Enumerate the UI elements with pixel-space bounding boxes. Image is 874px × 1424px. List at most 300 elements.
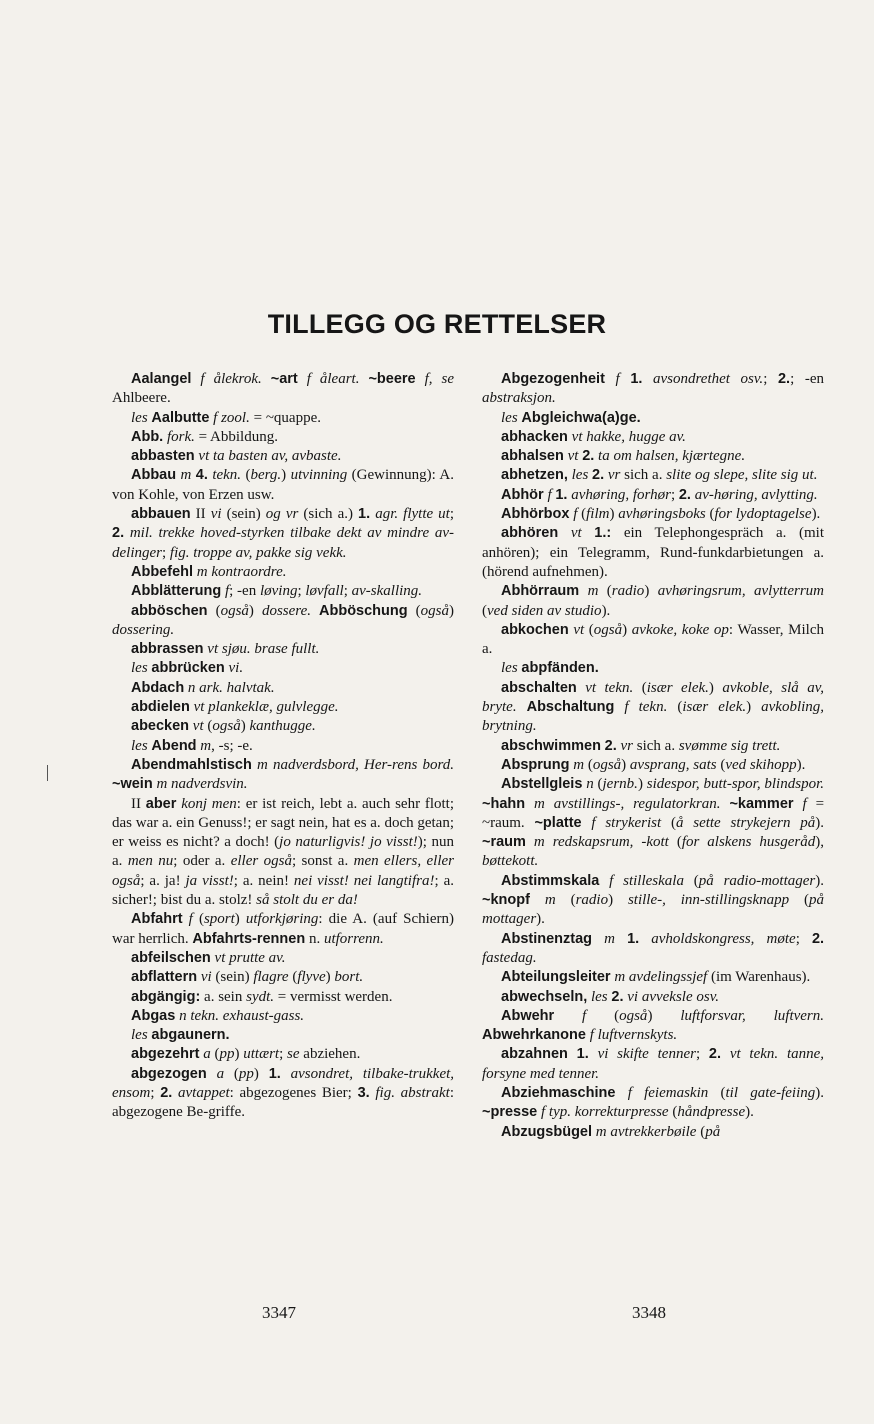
italic-text: m	[573, 756, 585, 773]
headword: abschalten	[501, 679, 577, 696]
headword: 2.	[811, 930, 825, 947]
headword: aber	[145, 795, 177, 812]
headword: 2.	[708, 1046, 722, 1063]
headword: Abbefehl	[131, 563, 194, 580]
text-run: ; oder a.	[173, 853, 231, 870]
text-run: ).	[811, 506, 821, 523]
headword: 2.	[678, 486, 691, 503]
headword: abhören	[501, 525, 559, 542]
italic-text: f	[802, 795, 807, 812]
italic-text: avhøring, forhør	[571, 486, 671, 503]
dictionary-entry	[112, 1065, 454, 1123]
italic-text: vt	[192, 718, 204, 735]
headword: abgezogen	[131, 1065, 207, 1082]
italic-text: f strykerist	[591, 814, 662, 831]
italic-text: f	[188, 911, 193, 928]
text-run: )	[622, 621, 632, 638]
italic-text: vt plankeklæ, gulvlegge.	[193, 699, 339, 716]
italic-text: vt tekn.	[585, 679, 634, 696]
italic-text: m nadverdsbord, Her-rens bord.	[256, 756, 454, 773]
text-run	[620, 371, 631, 387]
italic-text: pp	[219, 1046, 235, 1063]
left-column	[112, 370, 454, 1123]
italic-text: m	[544, 892, 556, 909]
italic-text: ved siden av studio	[487, 602, 602, 619]
dictionary-entry	[482, 486, 824, 505]
italic-text: dossere.	[261, 602, 311, 619]
headword: Abfahrts-rennen	[192, 930, 306, 947]
headword: Aalbutte	[151, 409, 210, 426]
italic-text: eller også	[230, 853, 292, 870]
italic-text: vi	[210, 506, 222, 523]
italic-text: også	[420, 602, 449, 619]
dictionary-entry	[112, 1007, 454, 1026]
text-run: (	[555, 892, 576, 909]
text-run: (	[210, 1046, 220, 1063]
headword: ~hahn	[482, 795, 526, 812]
italic-text: mil. trekke hoved-styrken tilbake dekt av mindre av-delinger	[112, 525, 454, 561]
italic-text: ja visst!	[185, 872, 234, 889]
headword: Abend	[151, 737, 197, 754]
text-run: (	[716, 756, 726, 773]
text-run: (	[586, 1007, 620, 1024]
italic-text: utvinning	[290, 467, 348, 484]
headword: 2.	[112, 525, 125, 542]
dictionary-entry	[482, 1007, 824, 1046]
italic-text: f tekn.	[624, 699, 668, 716]
headword: 1.	[555, 486, 568, 503]
italic-text: vt	[573, 621, 585, 638]
text-run: ).	[536, 911, 545, 928]
text-run	[526, 834, 534, 850]
dictionary-entry	[482, 659, 824, 678]
text-run	[721, 1046, 730, 1062]
text-run: (	[661, 814, 676, 831]
text-run: abziehen.	[299, 1046, 361, 1063]
text-run: (sein)	[221, 506, 266, 523]
italic-text: vt	[570, 525, 582, 542]
italic-text: radio	[611, 583, 645, 600]
italic-text: konj men	[181, 795, 237, 812]
text-run: (	[241, 467, 251, 484]
headword: abhalsen	[501, 448, 564, 465]
italic-text: m kontraordre.	[196, 563, 287, 580]
text-run: ;	[343, 583, 352, 600]
dictionary-entry	[112, 582, 454, 601]
italic-text: især elek.	[682, 699, 747, 716]
headword: 4.	[195, 467, 208, 484]
dictionary-entry	[482, 872, 824, 930]
text-run: (	[288, 969, 298, 986]
italic-text: kanthugge.	[249, 718, 316, 735]
italic-text: men ellers, eller også	[112, 853, 454, 889]
italic-text: fork.	[166, 428, 195, 445]
text-run: )	[240, 718, 250, 735]
italic-text: vi avveksle osv.	[627, 988, 720, 1005]
headword: abschwimmen	[501, 737, 601, 754]
italic-text: m	[200, 737, 212, 754]
italic-text: på radio-mottager	[698, 872, 816, 889]
text-run: (	[633, 679, 647, 696]
italic-text: også	[593, 621, 623, 638]
dictionary-entry	[112, 968, 454, 987]
headword: abbrücken	[151, 660, 225, 677]
italic-text: flyve	[297, 969, 326, 986]
italic-text: f	[582, 1007, 587, 1024]
text-run: sich a.	[633, 737, 679, 754]
text-run: = Abbildung.	[194, 428, 278, 445]
headword: ~kammer	[729, 795, 794, 812]
text-run: : abgezogene Be-griffe.	[112, 1084, 454, 1121]
headword: Abhör	[501, 486, 544, 503]
italic-text: og vr	[265, 506, 299, 523]
italic-text: f åleart.	[306, 371, 360, 387]
text-run: ; a. ja!	[140, 872, 186, 889]
italic-text: avkobling, brytning.	[482, 699, 825, 735]
headword: Abgezogenheit	[501, 371, 605, 387]
dictionary-entry	[112, 795, 454, 911]
headword: 1.:	[594, 525, 612, 542]
dictionary-entry	[112, 505, 454, 563]
text-run: (Gewinnung): A. von Kohle, von Erzen usw.	[112, 467, 455, 503]
headword: abbauen	[131, 506, 191, 523]
headword: Abzugsbügel	[501, 1123, 593, 1140]
italic-text: av-høring, avlytting.	[694, 486, 818, 503]
italic-text: les	[590, 988, 608, 1005]
dictionary-entry	[112, 659, 454, 678]
headword: Abgas	[131, 1007, 176, 1024]
italic-text: les	[571, 467, 589, 484]
dictionary-entry	[112, 370, 454, 409]
headword: ~knopf	[482, 892, 530, 909]
italic-text: f typ. korrekturpresse	[540, 1104, 669, 1121]
dictionary-entry	[112, 717, 454, 736]
text-run: ).	[815, 1084, 825, 1101]
text-run: = ~raum.	[482, 795, 825, 831]
text-run: (sich a.)	[298, 506, 359, 523]
text-run: ).	[601, 602, 611, 619]
italic-text: avkoke, koke op	[631, 621, 729, 638]
dictionary-entry	[482, 756, 824, 775]
headword: Abwehrkanone	[482, 1027, 586, 1044]
headword: ~art	[270, 371, 298, 387]
dictionary-entry	[112, 409, 454, 428]
text-run	[582, 815, 592, 831]
headword: Abdach	[131, 679, 185, 696]
headword: Abböschung	[319, 602, 408, 619]
headword: 2.	[160, 1084, 173, 1101]
text-run: (	[708, 1084, 726, 1101]
text-run: )	[647, 1007, 681, 1024]
italic-text: stille-, inn-stillingsknapp	[627, 892, 790, 909]
headword: 1.	[630, 371, 643, 387]
text-run	[642, 371, 653, 387]
text-run: ); nun a.	[112, 834, 454, 870]
text-run: (	[203, 718, 213, 735]
text-run: (	[667, 699, 683, 716]
dictionary-entry	[482, 447, 824, 466]
dictionary-entry	[482, 524, 824, 582]
italic-text: n tekn. exhaust-gass.	[179, 1007, 305, 1024]
text-run: ;	[670, 486, 679, 503]
text-run: : die A. (auf Schiern) war herrlich.	[112, 911, 454, 947]
margin-mark	[47, 765, 48, 781]
text-run: ;	[162, 544, 170, 561]
text-run: ;	[297, 583, 306, 600]
text-run: : er ist reich, lebt a. auch sehr flott; das war a. ein Genuss!; er sagt nein, hat es a. doch getan; er weiss es nicht? a doch! (	[112, 795, 455, 851]
dictionary-entry	[482, 988, 824, 1007]
headword: 2.	[777, 371, 791, 387]
italic-text: m avtrekkerbøile	[595, 1123, 697, 1140]
headword: abfeilschen	[131, 949, 211, 966]
italic-text: vi	[200, 969, 212, 986]
italic-text: til gate-feiing	[725, 1084, 816, 1101]
dictionary-entry	[482, 466, 824, 485]
italic-text: avsprang, sats	[629, 756, 717, 773]
dictionary-entry	[112, 737, 454, 756]
italic-text: vt	[567, 448, 579, 465]
italic-text: fig. troppe av, pakke sig vekk.	[169, 544, 347, 561]
text-run: ).	[815, 872, 824, 889]
text-run: ; -en	[790, 371, 824, 387]
headword: Abschaltung	[526, 699, 615, 716]
italic-text: utforrenn.	[323, 930, 384, 947]
italic-text: ved skihopp	[725, 756, 797, 773]
italic-text: vt hakke, hugge av.	[571, 428, 686, 445]
italic-text: se	[287, 1046, 300, 1063]
dictionary-entry	[112, 428, 454, 447]
italic-text: avtappet	[178, 1084, 230, 1101]
headword: abecken	[131, 718, 190, 735]
headword: abgaunern.	[151, 1027, 230, 1044]
text-run	[558, 525, 571, 541]
text-run: )	[234, 1046, 244, 1063]
italic-text: f	[573, 506, 578, 523]
dictionary-entry	[112, 466, 454, 505]
italic-text: film	[586, 506, 610, 523]
text-run: ein Telephongespräch a. (mit anhören); ein Telegramm, Rund-funkdarbietungen a. (hörend aufnehmen).	[482, 525, 825, 580]
headword: Abendmahlstisch	[131, 756, 252, 773]
italic-text: løving	[259, 583, 298, 600]
text-run: )	[746, 699, 762, 716]
dictionary-entry	[112, 679, 454, 698]
italic-text: abstraksjon.	[482, 390, 556, 407]
italic-text: n	[586, 776, 594, 793]
dictionary-entry	[112, 1026, 454, 1045]
dictionary-entry	[482, 930, 824, 969]
italic-text: å sette strykejern på	[675, 814, 816, 831]
text-run	[262, 371, 271, 387]
headword: abgängig:	[131, 988, 201, 1005]
italic-text: vt tekn. tanne, forsyne med tenner.	[482, 1046, 825, 1082]
italic-text: sidespor, butt-spor, blindspor.	[646, 776, 824, 793]
italic-text: håndpresse	[677, 1104, 746, 1121]
text-run	[207, 1066, 217, 1082]
text-run: (	[577, 506, 587, 523]
italic-text: nei visst! nei langtifra!	[293, 872, 435, 889]
text-run: ; a. nein!	[233, 872, 294, 889]
headword: Abziehmaschine	[501, 1084, 616, 1101]
italic-text: f feiemaskin	[627, 1084, 709, 1101]
italic-text: også	[592, 756, 622, 773]
italic-text: pp	[238, 1065, 254, 1082]
text-run	[599, 873, 609, 889]
italic-text: løvfall	[305, 583, 344, 600]
italic-text: f zool.	[213, 409, 250, 426]
headword: Abb.	[131, 428, 164, 445]
italic-text: les	[131, 737, 148, 754]
headword: abkochen	[501, 621, 569, 638]
dictionary-entry	[482, 428, 824, 447]
text-run	[582, 525, 595, 541]
text-run: ;	[449, 506, 455, 523]
headword: abgezehrt	[131, 1046, 200, 1063]
headword: abbasten	[131, 448, 195, 465]
italic-text: berg.	[250, 467, 282, 484]
italic-text: for lydoptagelse	[714, 506, 812, 523]
italic-text: sydt.	[246, 988, 275, 1005]
italic-text: av-skalling.	[351, 583, 423, 600]
italic-text: også	[212, 718, 241, 735]
text-run: (	[598, 583, 612, 600]
text-run: , -s; -e.	[211, 737, 253, 754]
text-run	[568, 1046, 577, 1062]
italic-text: bort.	[334, 969, 364, 986]
headword: Abgleichwa(a)ge.	[521, 409, 641, 426]
italic-text: også	[619, 1007, 648, 1024]
dictionary-entry	[112, 756, 454, 795]
dictionary-entry	[482, 505, 824, 524]
text-run	[639, 931, 651, 947]
text-run: ;	[763, 371, 778, 387]
dictionary-entry	[112, 602, 454, 641]
italic-text: m	[587, 583, 599, 600]
text-run: ),	[815, 834, 825, 851]
italic-text: især elek.	[646, 679, 709, 696]
text-run: ;	[795, 930, 812, 947]
text-run: )	[621, 756, 630, 773]
text-run: (	[696, 1123, 706, 1140]
dictionary-entry	[112, 910, 454, 949]
text-run: )	[248, 602, 262, 619]
text-run: ; -en	[229, 583, 260, 600]
text-run: )	[253, 1065, 269, 1082]
text-run: (	[683, 872, 699, 889]
text-run: (	[668, 834, 682, 851]
text-run: sich a.	[620, 467, 667, 484]
text-run: (	[705, 506, 715, 523]
italic-text: flagre	[253, 969, 289, 986]
italic-text: radio	[575, 892, 609, 909]
text-run: : abgezogenes Bier;	[229, 1084, 358, 1101]
italic-text: a	[203, 1046, 211, 1063]
headword: Abfahrt	[131, 911, 183, 928]
italic-text: fastedag.	[482, 949, 537, 966]
italic-text: tekn.	[212, 467, 242, 484]
headword: 3.	[357, 1084, 370, 1101]
italic-text: men nu	[127, 853, 174, 870]
text-run	[525, 796, 534, 812]
italic-text: vt prutte av.	[214, 949, 286, 966]
headword: Absprung	[501, 756, 570, 773]
dictionary-entry	[112, 447, 454, 466]
italic-text: på	[705, 1123, 721, 1140]
text-run: ;	[695, 1046, 709, 1063]
italic-text: avhøringsboks	[618, 506, 706, 523]
headword: Abstinenztag	[501, 930, 593, 947]
headword: ~wein	[112, 776, 153, 793]
text-run: )	[325, 969, 335, 986]
italic-text: avsondret, tilbake-trukket, ensom	[112, 1065, 455, 1101]
dictionary-entry	[112, 1045, 454, 1064]
text-run: )	[608, 892, 628, 909]
text-run: (	[668, 1104, 678, 1121]
text-run	[281, 1066, 291, 1082]
italic-text: for alskens husgeråd	[681, 834, 816, 851]
italic-text: bøttekott.	[482, 853, 539, 870]
text-run: )	[609, 506, 619, 523]
headword: ~presse	[482, 1104, 538, 1121]
text-run: n.	[305, 930, 324, 947]
text-run: (	[224, 1065, 239, 1082]
text-run	[579, 583, 587, 599]
italic-text: slite og slepe, slite sig ut.	[666, 467, 818, 484]
headword: Abbau	[131, 467, 177, 484]
italic-text: avsondrethet osv.	[653, 371, 764, 387]
text-run: )	[637, 776, 647, 793]
headword: Aalangel	[131, 371, 192, 387]
text-run	[530, 892, 545, 908]
text-run	[592, 931, 604, 947]
italic-text: m	[180, 467, 192, 484]
dictionary-entry	[482, 775, 824, 871]
page-number-right: 3348	[632, 1303, 666, 1322]
text-run: : Wasser, Milch a.	[482, 621, 825, 658]
italic-text: dossering.	[112, 621, 175, 638]
text-run: ; sonst a.	[291, 853, 354, 870]
italic-text: luftforsvar, luftvern.	[680, 1007, 825, 1024]
text-run	[517, 699, 527, 715]
italic-text: vi.	[228, 660, 244, 677]
headword: ~raum	[482, 834, 526, 851]
italic-text: les	[501, 409, 518, 426]
text-run	[615, 931, 627, 947]
italic-text: f	[615, 371, 620, 387]
text-run	[554, 1008, 582, 1024]
text-run: )	[281, 467, 291, 484]
text-run: a. sein	[200, 988, 247, 1005]
italic-text: jo naturligvis! jo visst!	[279, 834, 418, 851]
right-column	[482, 370, 824, 1142]
text-run: (	[207, 602, 221, 619]
italic-text: vr	[607, 467, 621, 484]
italic-text: agr. flytte ut	[375, 506, 450, 523]
italic-text: f	[547, 486, 552, 503]
headword: abzahnen	[501, 1046, 568, 1063]
headword: Abblätterung	[131, 583, 222, 600]
text-run: (	[482, 602, 487, 619]
dictionary-entry	[482, 737, 824, 756]
text-run: Ahlbeere.	[112, 390, 171, 407]
headword: abpfänden.	[521, 660, 599, 677]
text-run: ).	[815, 814, 825, 831]
text-run: ;	[279, 1046, 288, 1063]
text-run: = vermisst werden.	[274, 988, 393, 1005]
headword: 1.	[576, 1046, 589, 1063]
text-run	[311, 603, 319, 619]
headword: abdielen	[131, 699, 190, 716]
headword: abhacken	[501, 428, 568, 445]
